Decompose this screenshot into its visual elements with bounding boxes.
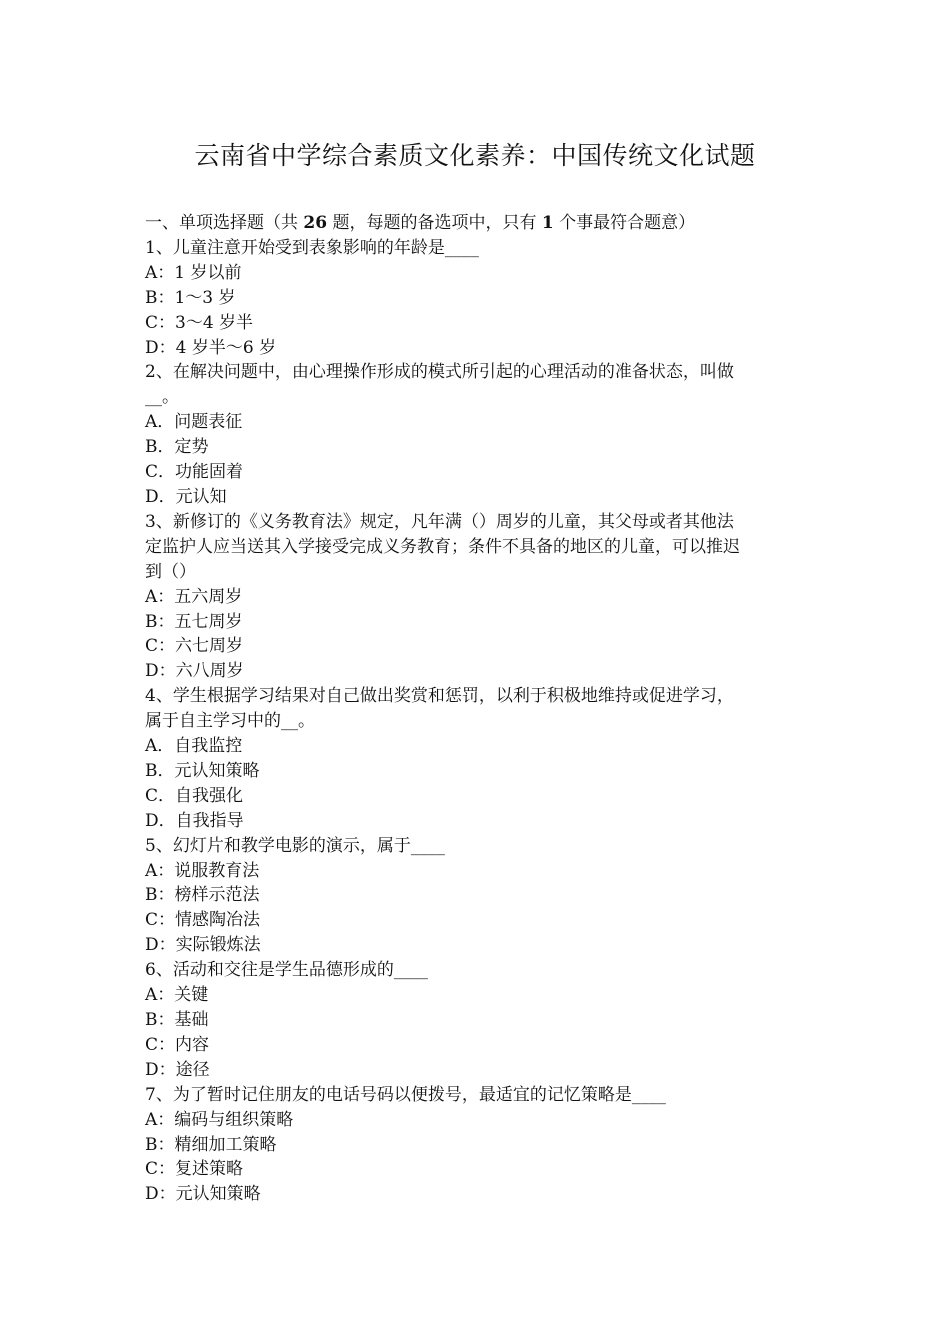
question-stem: 7、为了暂时记住朋友的电话号码以便拨号，最适宜的记忆策略是____ bbox=[145, 1084, 666, 1105]
answer-option: D．元认知 bbox=[145, 486, 227, 507]
answer-option: A：说服教育法 bbox=[145, 860, 260, 881]
question-2 bbox=[145, 360, 810, 509]
answer-option: D：六八周岁 bbox=[145, 661, 244, 682]
question-stem: 属于自主学习中的__。 bbox=[145, 711, 315, 732]
answer-option: B．定势 bbox=[145, 437, 209, 458]
answer-option: B．元认知策略 bbox=[145, 760, 260, 781]
answer-option: C：3～4 岁半 bbox=[145, 312, 254, 333]
question-stem: __。 bbox=[145, 387, 179, 408]
answer-option: D：4 岁半～6 岁 bbox=[145, 337, 277, 358]
answer-option: A．问题表征 bbox=[145, 412, 243, 433]
answer-option: C．功能固着 bbox=[145, 462, 244, 483]
answer-option: A：编码与组织策略 bbox=[145, 1109, 294, 1130]
section-middle: 题，每题的备选项中，只有 bbox=[327, 213, 542, 233]
section-prefix: 一、单项选择题（共 bbox=[145, 213, 304, 233]
question-4 bbox=[145, 684, 810, 833]
answer-option: B：五七周岁 bbox=[145, 611, 243, 632]
answer-option: D：元认知策略 bbox=[145, 1184, 261, 1205]
question-5 bbox=[145, 834, 810, 959]
question-1 bbox=[145, 236, 810, 361]
answer-option: B：榜样示范法 bbox=[145, 885, 260, 906]
answer-option: A：1 岁以前 bbox=[145, 262, 242, 283]
question-stem: 5、幻灯片和教学电影的演示，属于____ bbox=[145, 835, 445, 856]
answer-option: C：内容 bbox=[145, 1034, 210, 1055]
section-count: 26 bbox=[303, 213, 328, 233]
question-3 bbox=[145, 510, 810, 684]
answer-option: D：实际锻炼法 bbox=[145, 935, 261, 956]
answer-option: A．自我监控 bbox=[145, 736, 243, 757]
document-title bbox=[0, 136, 950, 172]
document-title-text: 云南省中学综合素质文化素养：中国传统文化试题 bbox=[194, 141, 756, 170]
answer-option: D：途径 bbox=[145, 1059, 210, 1080]
section-heading bbox=[145, 211, 810, 236]
document-body bbox=[145, 211, 810, 1207]
question-stem: 4、学生根据学习结果对自己做出奖赏和惩罚，以利于积极地维持或促进学习， bbox=[145, 686, 734, 707]
answer-option: A：关键 bbox=[145, 985, 209, 1006]
section-one: 1 bbox=[541, 213, 554, 233]
question-stem: 3、新修订的《义务教育法》规定，凡年满（）周岁的儿童，其父母或者其他法 bbox=[145, 511, 734, 532]
answer-option: C．自我强化 bbox=[145, 785, 244, 806]
question-6 bbox=[145, 958, 810, 1083]
question-stem: 2、在解决问题中，由心理操作形成的模式所引起的心理活动的准备状态，叫做 bbox=[145, 362, 734, 383]
question-list bbox=[145, 236, 810, 1207]
answer-option: B：基础 bbox=[145, 1010, 209, 1030]
question-stem: 到（） bbox=[145, 561, 196, 582]
answer-option: D．自我指导 bbox=[145, 810, 244, 831]
answer-option: C：六七周岁 bbox=[145, 636, 244, 657]
question-stem: 6、活动和交往是学生品德形成的____ bbox=[145, 960, 428, 981]
answer-option: B：1～3 岁 bbox=[145, 287, 236, 308]
answer-option: C：复述策略 bbox=[145, 1159, 244, 1180]
section-suffix: 个事最符合题意） bbox=[553, 213, 696, 233]
answer-option: C：情感陶冶法 bbox=[145, 910, 261, 931]
question-7 bbox=[145, 1083, 810, 1208]
question-stem: 定监护人应当送其入学接受完成义务教育；条件不具备的地区的儿童，可以推迟 bbox=[145, 536, 740, 557]
answer-option: A：五六周岁 bbox=[145, 586, 243, 607]
answer-option: B：精细加工策略 bbox=[145, 1134, 277, 1155]
question-stem: 1、儿童注意开始受到表象影响的年龄是____ bbox=[145, 237, 479, 258]
